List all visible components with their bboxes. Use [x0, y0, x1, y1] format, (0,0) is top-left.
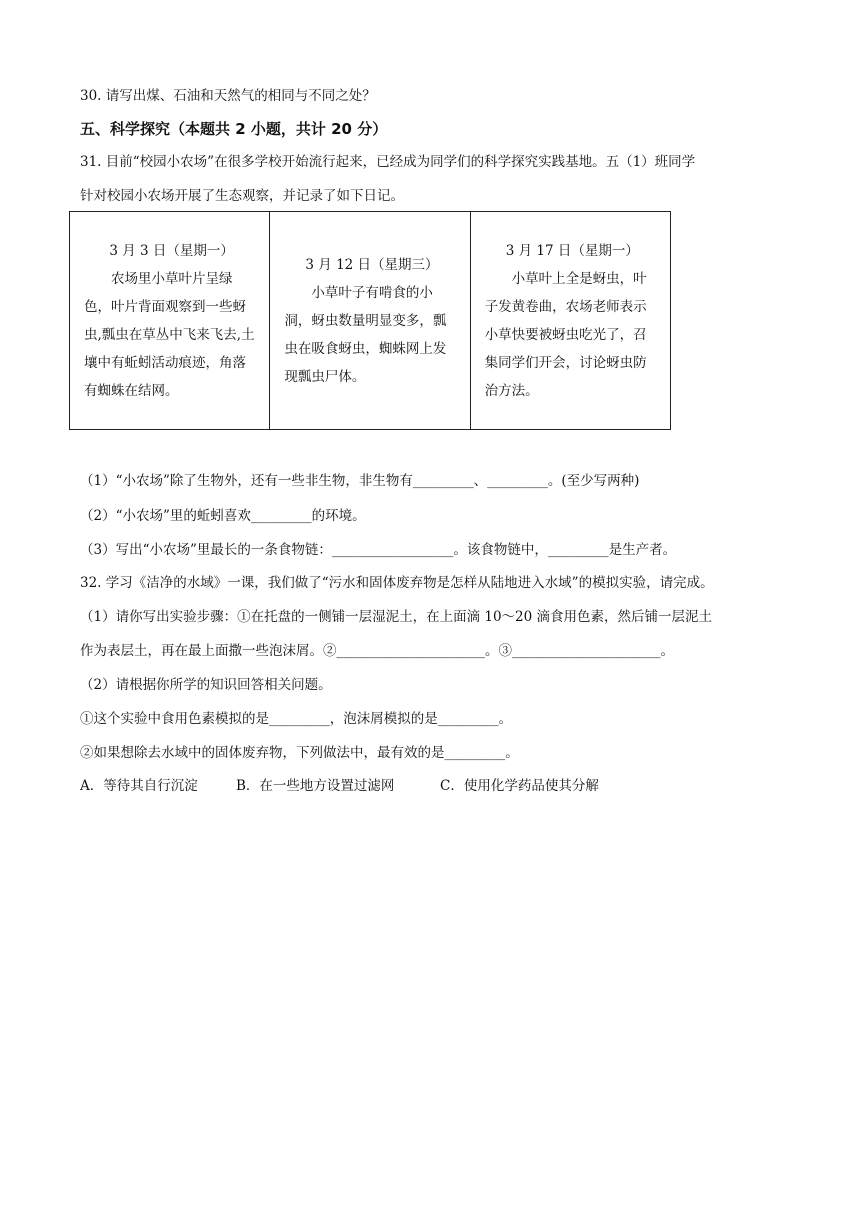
diary-date: 3 月 17 日（星期一） — [505, 242, 639, 259]
question-31-sub3: （3）写出“小农场”里最长的一条食物链：__________________。该食物链中，_________是生产者。 — [80, 542, 677, 558]
diary-row — [70, 212, 671, 430]
section-title: 五、科学探究（本题共 2 小题，共计 20 分） — [80, 120, 388, 138]
question-32-sub1-line2: 作为表层土，再在最上面撒一些泡沫屑。②______________________。③______________________。 — [80, 643, 674, 659]
question-32-sub1-line1: （1）请你写出实验步骤：①在托盘的一侧铺一层湿泥土，在上面滴 10～20 滴食用色素，然后铺一层泥土 — [80, 609, 713, 625]
question-31-sub1: （1）“小农场”除了生物外，还有一些非生物，非生物有_________、_________。(至少写两种) — [80, 473, 640, 489]
diary-date: 3 月 12 日（星期三） — [305, 256, 439, 273]
diary-entry-2 — [270, 212, 470, 430]
question-32-sub2: （2）请根据你所学的知识回答相关问题。 — [80, 677, 332, 693]
diary-text: 农场里小草叶片呈绿色，叶片背面观察到一些蚜虫,瓢虫在草丛中飞来飞去,土壤中有蚯蚓活动痕迹，角落有蜘蛛在结网。 — [84, 270, 255, 399]
option-c: C．使用化学药品使其分解 — [440, 778, 599, 794]
diary-text: 小草叶上全是蚜虫，叶子发黄卷曲，农场老师表示小草快要被蚜虫吃光了，召集同学们开会，讨论蚜虫防治方法。 — [484, 270, 647, 399]
diary-entry-1 — [70, 212, 270, 430]
diary-table — [69, 211, 671, 430]
diary-text: 小草叶子有啃食的小洞，蚜虫数量明显变多，瓢虫在吸食蚜虫，蜘蛛网上发现瓢虫尸体。 — [284, 284, 447, 385]
diary-entry-3 — [470, 212, 670, 430]
diary-date: 3 月 3 日（星期一） — [109, 242, 234, 259]
question-31-sub2: （2）“小农场”里的蚯蚓喜欢_________的环境。 — [80, 508, 366, 524]
question-32-intro: 32. 学习《洁净的水域》一课，我们做了“污水和固体废弃物是怎样从陆地进入水域”的模拟实验，请完成。 — [80, 575, 714, 591]
question-31-intro-line1: 31. 目前“校园小农场”在很多学校开始流行起来，已经成为同学们的科学探究实践基地。五（1）班同学 — [80, 154, 696, 170]
question-31-intro-line2: 针对校园小农场开展了生态观察，并记录了如下日记。 — [80, 188, 404, 204]
question-30: 30. 请写出煤、石油和天然气的相同与不同之处？ — [80, 88, 376, 104]
option-a: A．等待其自行沉淀 — [80, 778, 198, 794]
question-32-sub2-b: ②如果想除去水域中的固体废弃物，下列做法中，最有效的是_________。 — [80, 745, 519, 761]
question-32-sub2-a: ①这个实验中食用色素模拟的是_________，泡沫屑模拟的是_________。 — [80, 711, 512, 727]
option-b: B．在一些地方设置过滤网 — [236, 778, 395, 794]
